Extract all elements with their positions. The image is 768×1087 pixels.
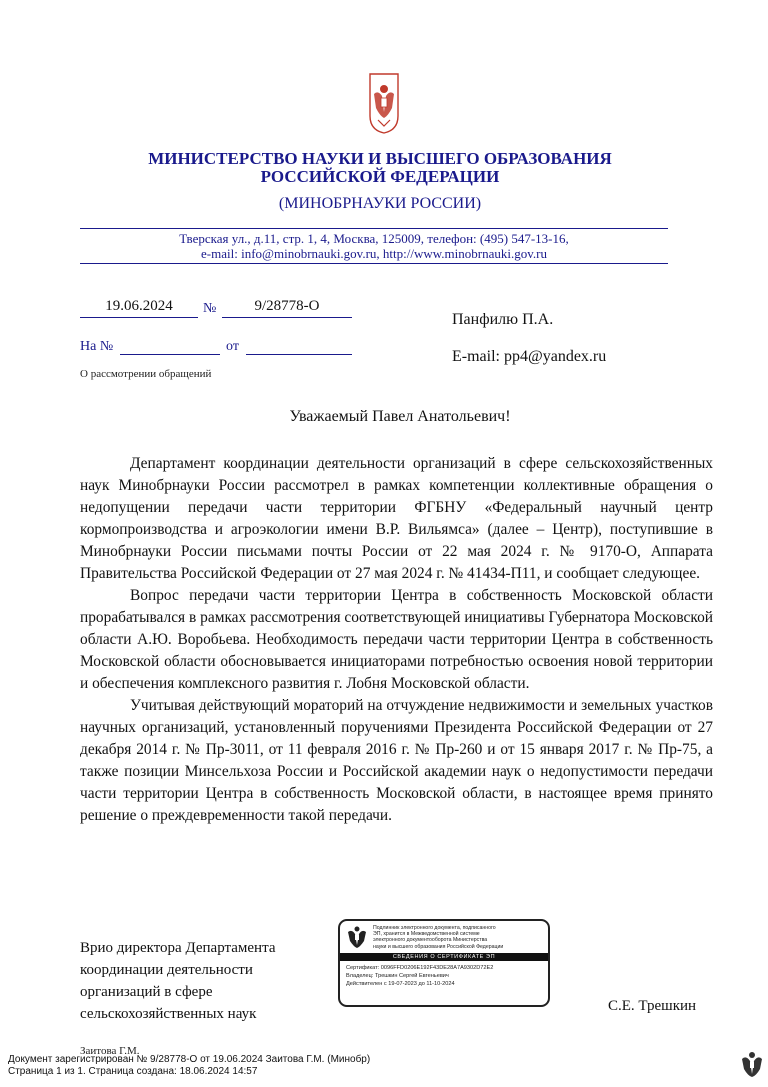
coat-of-arms-icon [368, 72, 400, 134]
reference-number-line [120, 354, 220, 355]
ministry-contacts: e-mail: info@minobrnauki.gov.ru, http://www.minobrnauki.gov.ru [201, 246, 547, 261]
ministry-title-line2: РОССИЙСКОЙ ФЕДЕРАЦИИ [260, 167, 500, 186]
registration-footer: Документ зарегистрирован № 9/28778-О от 19.06.2024 Заитова Г.М. (Минобр) [8, 1054, 371, 1065]
ministry-title-line1: МИНИСТЕРСТВО НАУКИ И ВЫСШЕГО ОБРАЗОВАНИЯ [148, 149, 612, 168]
ministry-address: Тверская ул., д.11, стр. 1, 4, Москва, 125009, телефон: (495) 547-13-16, [179, 231, 569, 246]
stamp-note-line: электронного документооборота Министерства [373, 937, 488, 944]
signatory-title-line: Врио директора Департамента [80, 940, 276, 956]
reference-date-label: от [226, 339, 239, 354]
stamp-note-line: науки и высшего образования Российской Федерации [373, 943, 504, 950]
stamp-owner: Владелец: Трешкин Сергей Евгеньевич [346, 972, 449, 979]
addressee-email: E-mail: pp4@yandex.ru [452, 348, 607, 365]
salutation: Уважаемый Павел Анатольевич! [289, 408, 511, 425]
signatory-title-line: сельскохозяйственных наук [80, 1006, 257, 1022]
stamp-band: СВЕДЕНИЯ О СЕРТИФИКАТЕ ЭП [340, 953, 548, 961]
stamp-note [373, 925, 503, 950]
registration-number-line [222, 317, 352, 318]
reference-date-line [246, 354, 352, 355]
letter-paragraph: Вопрос передачи части территории Центра в собственность Московской области прорабатывался в рамках рассмотрения соответствующей инициативы Губернатора Московской области А.Ю. Воробьева. Необходимость передачи части территории Центра в собственность Московской области обосновывается инициаторами потребностью освоения новой территории и обеспечения комплексного развития г. Лобня Московской области. [80, 587, 713, 692]
addressee-name: Панфилю П.А. [452, 311, 554, 328]
ministry-short-name: (МИНОБРНАУКИ РОССИИ) [278, 195, 482, 212]
letter-body [80, 453, 713, 827]
registration-number: 9/28778-О [254, 298, 320, 314]
registration-number-label: № [203, 301, 217, 316]
stamp-validity: Действителен с 19-07-2023 до 11-10-2024 [346, 980, 455, 987]
registration-date: 19.06.2024 [105, 298, 173, 314]
electronic-signature-stamp [338, 919, 550, 1007]
header-rule-top [80, 228, 668, 229]
page-footer: Страница 1 из 1. Страница создана: 18.06.2024 14:57 [8, 1066, 258, 1077]
letter-subject: О рассмотрении обращений [80, 368, 212, 380]
letter-paragraph: Учитывая действующий мораторий на отчуждение недвижимости и земельных участков научных организаций, установленный поручениями Президента Российской Федерации от 27 декабря 2014 г. № Пр-3011, от 11 февраля 2016 г. № Пр-260 и от 15 января 2017 г. № Пр-75, а также позиции Минсельхоза России и Российской академии наук о недопустимости передачи части территории Центра в собственность Московской области, в настоящее время принято решение о преждевременности такой передачи. [80, 697, 713, 824]
signatory-title-line: организаций в сфере [80, 984, 213, 1000]
stamp-note-line: ЭП, хранится в Межведомственной системе [373, 931, 480, 938]
stamp-certificate: Сертификат: 0096FFD0206E192F43DE28A7A9302D72E2 [346, 964, 494, 971]
header-rule-bottom [80, 263, 668, 264]
coat-of-arms-icon [346, 925, 368, 949]
signatory-title-line: координации деятельности [80, 962, 253, 978]
reference-number-label: На № [80, 339, 114, 354]
signatory-title [80, 937, 275, 1025]
stamp-note-line: Подлинник электронного документа, подписанного [373, 925, 496, 931]
letter-paragraph: Департамент координации деятельности организаций в сфере сельскохозяйственных наук Минобрнауки России рассмотрел в рамках компетенции коллективные обращения о недопущении передачи части территории ФГБНУ «Федеральный научный центр кормопроизводства и агроэкологии имени В.Р. Вильямса» (далее – Центр), поступившие в Минобрнауки России письмами почты России от 22 мая 2024 г. № 9170-О, Аппарата Правительства Российской Федерации от 27 мая 2024 г. № 41434-П11, и сообщает следующее. [80, 455, 713, 582]
registration-date-line [80, 317, 198, 318]
signatory-name: С.Е. Трешкин [608, 998, 697, 1014]
executor-name: Заитова Г.М. [80, 1045, 140, 1057]
coat-of-arms-icon [741, 1050, 763, 1078]
